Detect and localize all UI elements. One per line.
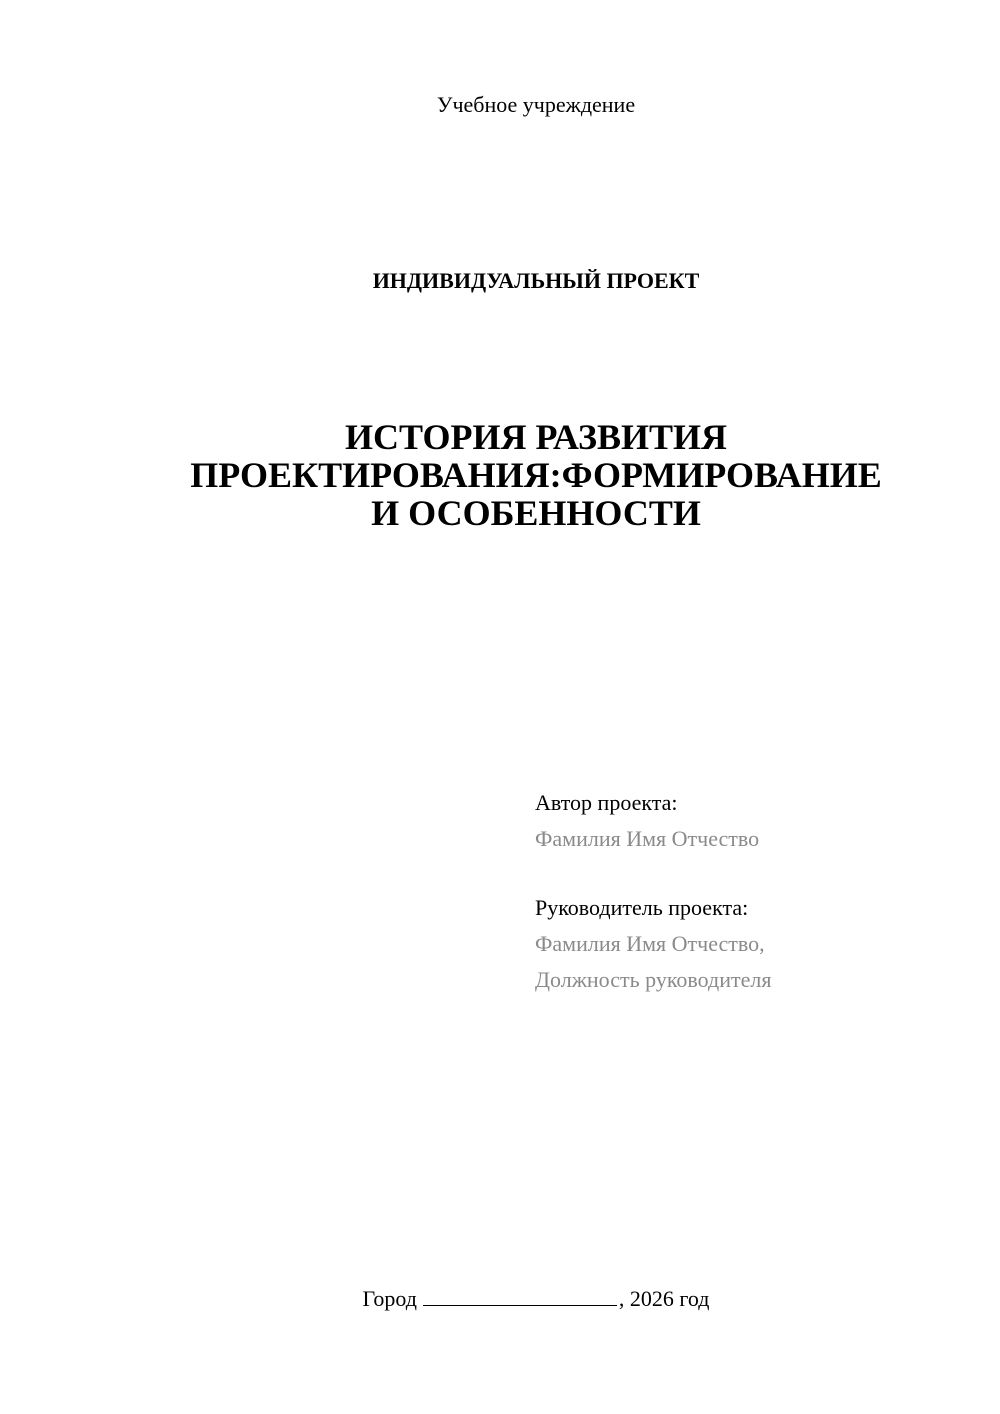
document-type: ИНДИВИДУАЛЬНЫЙ ПРОЕКТ [372,268,700,293]
year-text: , 2026 год [618,1286,710,1311]
institution-name: Учебное учреждение [436,92,636,117]
project-title-line: ИСТОРИЯ РАЗВИТИЯ [344,417,728,457]
author-name: Фамилия Имя Отчество [535,826,760,851]
author-label: Автор проекта: [535,790,678,815]
author-block [535,785,759,857]
supervisor-name: Фамилия Имя Отчество, [535,931,765,956]
project-title-line: И ОСОБЕННОСТИ [371,493,701,533]
city-year-line [0,1286,1000,1312]
supervisor-position: Должность руководителя [535,967,772,992]
supervisor-label: Руководитель проекта: [535,895,749,920]
city-blank-line [423,1287,617,1306]
city-label: Город [362,1286,417,1311]
project-title [0,418,1000,532]
project-title-line: ПРОЕКТИРОВАНИЯ:ФОРМИРОВАНИЕ [190,455,882,495]
supervisor-block [535,890,771,998]
